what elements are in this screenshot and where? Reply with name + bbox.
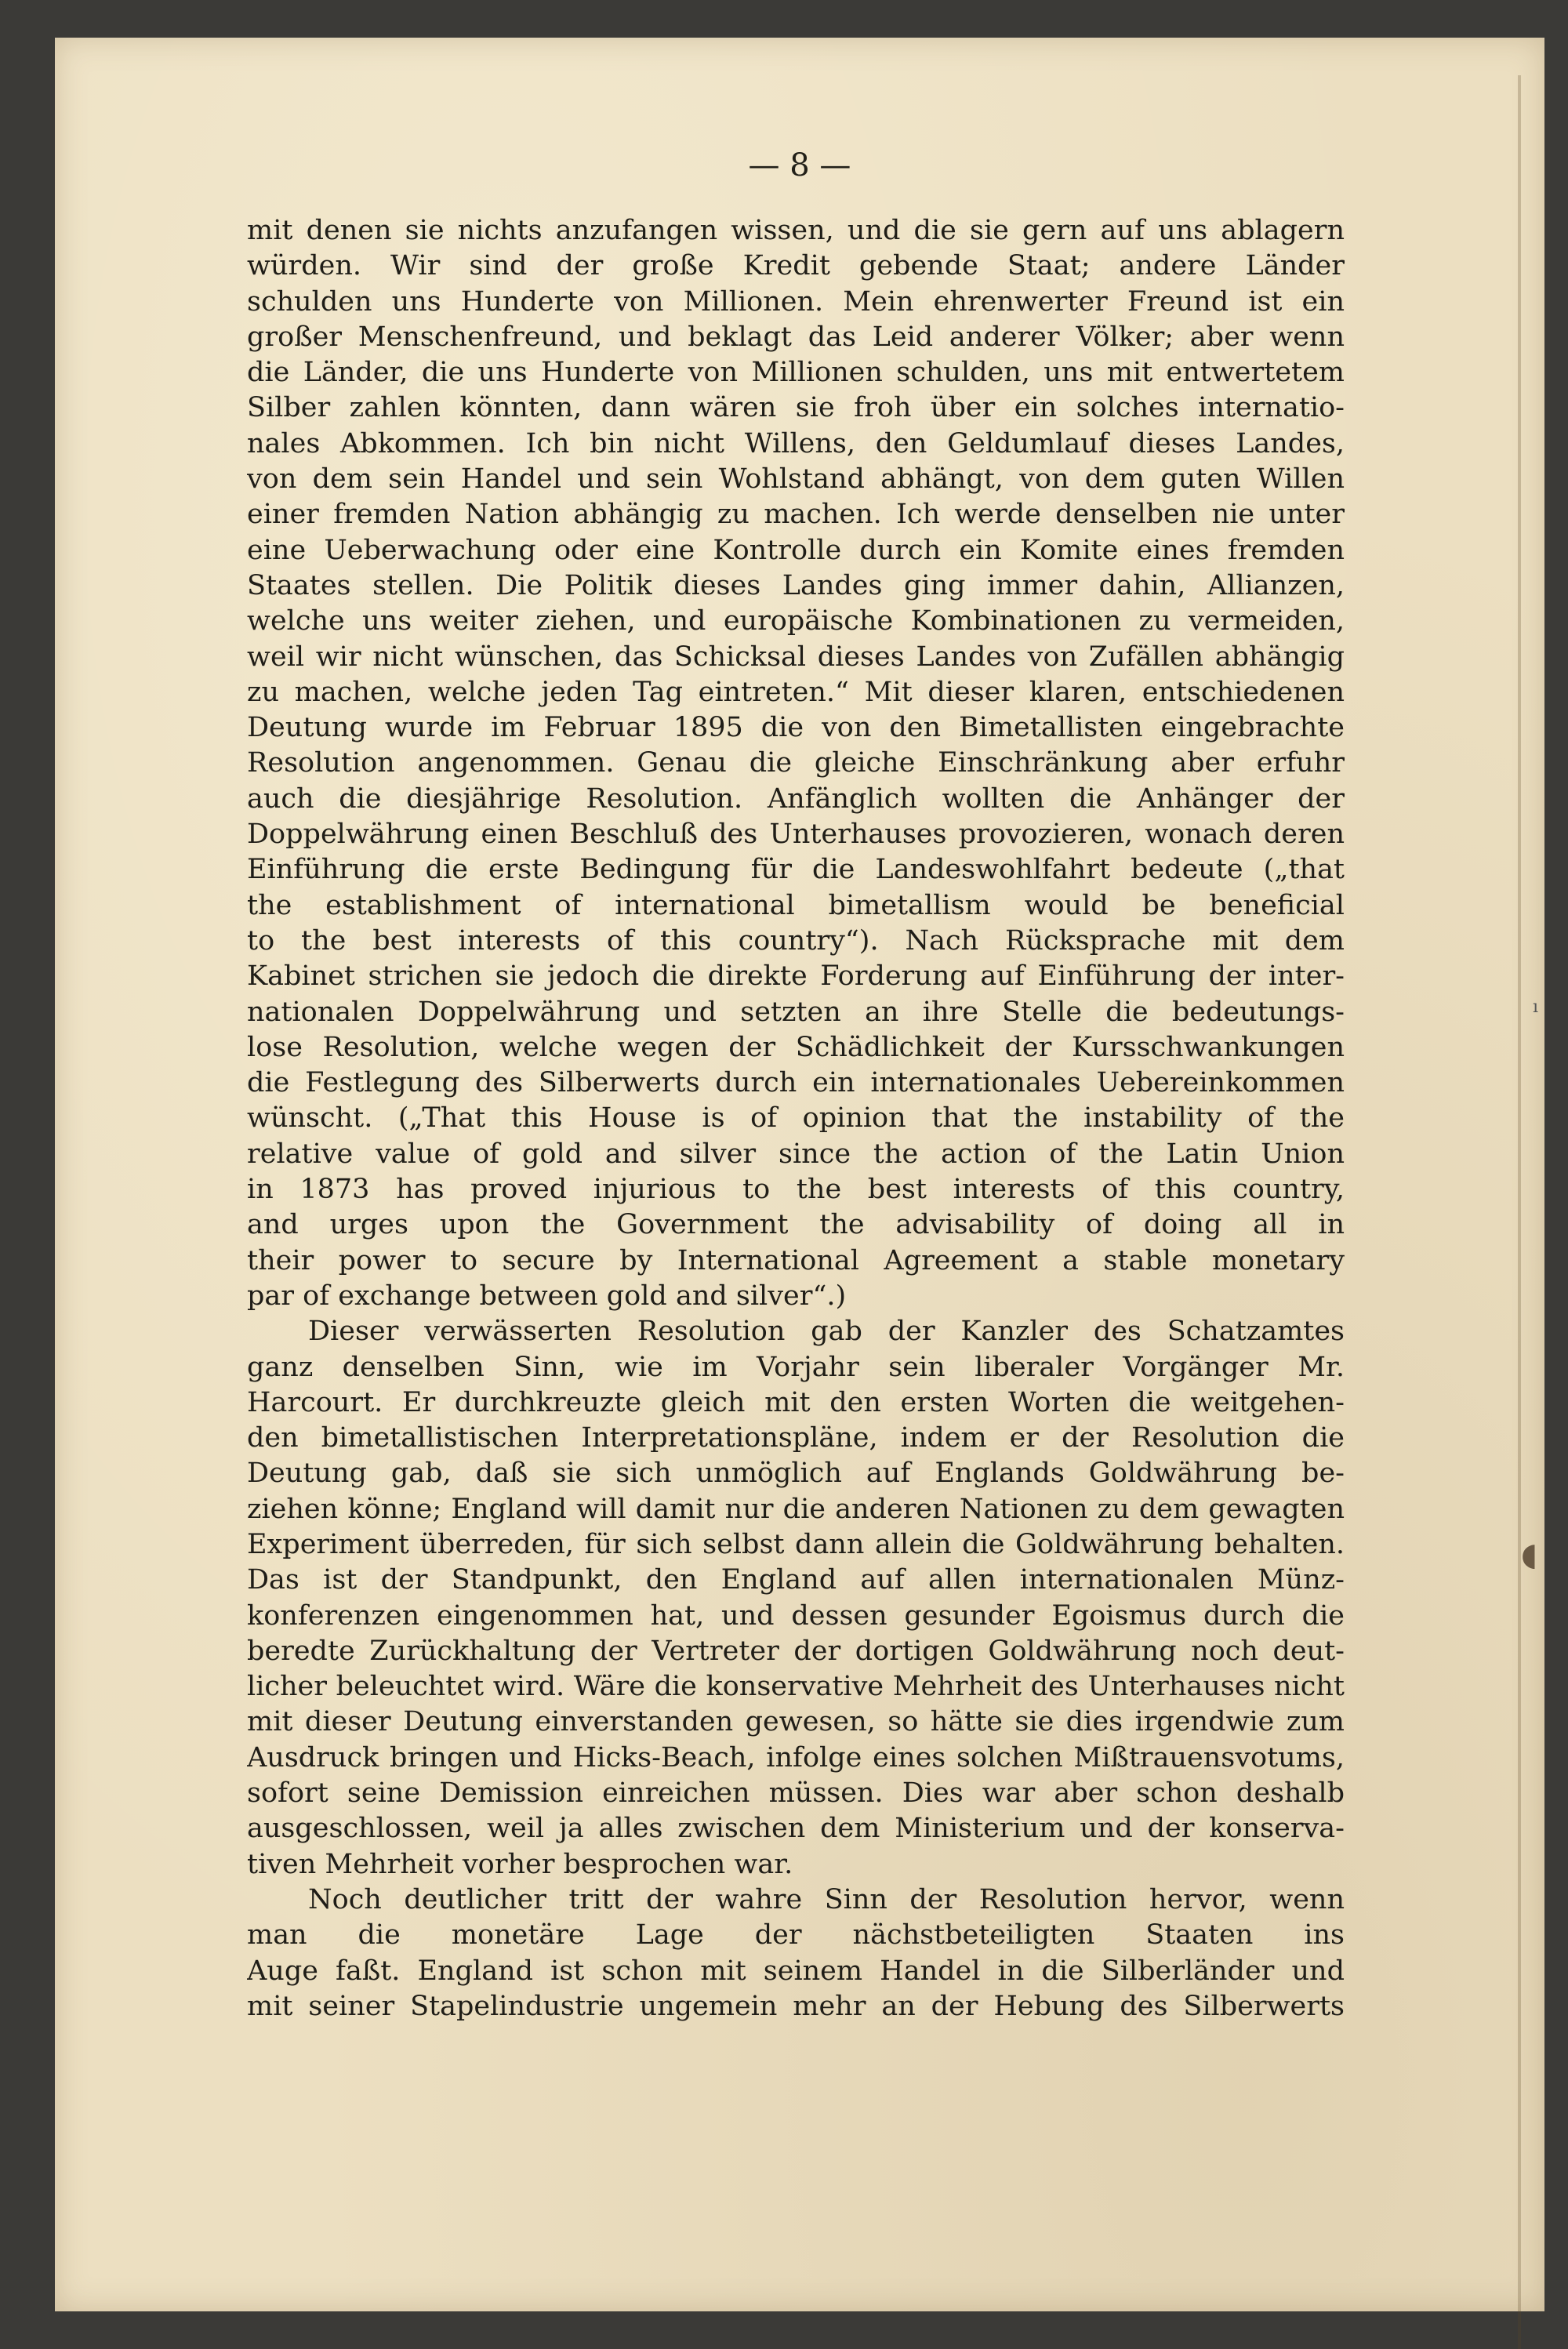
text-line: Experiment überreden, für sich selbst dann allein die Goldwährung behalten. <box>247 1528 1345 1560</box>
text-line: wünscht. („That this House is of opinion that the instability of the <box>247 1102 1345 1135</box>
text-line: mit denen sie nichts anzufangen wissen, und die sie gern auf uns ablagern <box>247 215 1345 246</box>
body-text <box>247 213 1345 2024</box>
text-line: licher beleuchtet wird. Wäre die konservative Mehrheit des Unterhauses nicht <box>247 1671 1345 1703</box>
text-line: the establishment of international bimetallism would be beneficial <box>247 889 1345 921</box>
text-line: weil wir nicht wünschen, das Schicksal dieses Landes von Zufällen abhängig <box>247 641 1345 673</box>
text-line: ausgeschlossen, weil ja alles zwischen dem Ministerium und der konserva- <box>247 1813 1345 1845</box>
text-line: Kabinet strichen sie jedoch die direkte Forderung auf Einführung der inter- <box>247 960 1345 993</box>
text-line: Noch deutlicher tritt der wahre Sinn der Resolution hervor, wenn <box>308 1883 1345 1915</box>
text-line: die Festlegung des Silberwerts durch ein internationales Uebereinkommen <box>247 1067 1345 1099</box>
text-line: beredte Zurückhaltung der Vertreter der dortigen Goldwährung noch deut- <box>247 1635 1345 1667</box>
paragraph <box>247 213 1345 1314</box>
text-line: großer Menschenfreund, und beklagt das Leid anderer Völker; aber wenn <box>247 321 1345 353</box>
text-line: schulden uns Hunderte von Millionen. Mein ehrenwerter Freund ist ein <box>247 285 1345 318</box>
text-line: Das ist der Standpunkt, den England auf allen internationalen Münz- <box>247 1564 1345 1596</box>
text-line: Staates stellen. Die Politik dieses Landes ging immer dahin, Allianzen, <box>247 569 1345 601</box>
text-line: eine Ueberwachung oder eine Kontrolle durch ein Komite eines fremden <box>247 534 1345 566</box>
text-line: par of exchange between gold and silver“.) <box>247 1280 847 1312</box>
text-line: Dieser verwässerten Resolution gab der Kanzler des Schatzamtes <box>308 1316 1345 1348</box>
text-line: einer fremden Nation abhängig zu machen. Ich werde denselben nie unter <box>247 499 1345 531</box>
text-line: lose Resolution, welche wegen der Schädlichkeit der Kursschwankungen <box>247 1031 1345 1063</box>
text-line: Doppelwährung einen Beschluß des Unterhauses provozieren, wonach deren <box>247 819 1345 851</box>
text-line: von dem sein Handel und sein Wohlstand abhängt, von dem guten Willen <box>247 463 1345 496</box>
text-line: die Länder, die uns Hunderte von Millionen schulden, uns mit entwertetem <box>247 357 1345 389</box>
text-line: tiven Mehrheit vorher besprochen war. <box>247 1848 793 1880</box>
text-line: auch die diesjährige Resolution. Anfänglich wollten die Anhänger der <box>247 782 1345 815</box>
text-line: zu machen, welche jeden Tag eintreten.“ Mit dieser klaren, entschiedenen <box>247 676 1345 708</box>
text-line: Deutung wurde im Februar 1895 die von den Bimetallisten eingebrachte <box>247 712 1345 744</box>
page-edge-shadow <box>1518 75 1521 2349</box>
text-line: to the best interests of this country“). Nach Rücksprache mit dem <box>247 924 1345 957</box>
paragraph <box>247 1314 1345 1882</box>
page-number: — 8 — <box>748 147 851 183</box>
text-line: Deutung gab, daß sie sich unmöglich auf Englands Goldwährung be- <box>247 1458 1345 1490</box>
text-line: Auge faßt. England ist schon mit seinem Handel in die Silberländer und <box>247 1955 1345 1987</box>
text-line: konferenzen eingenommen hat, und dessen gesunder Egoismus durch die <box>247 1599 1345 1632</box>
paragraph <box>247 1882 1345 2024</box>
text-line: Ausdruck bringen und Hicks-Beach, infolge eines solchen Mißtrauensvotums, <box>247 1741 1345 1774</box>
text-line: sofort seine Demission einreichen müssen. Dies war aber schon deshalb <box>247 1777 1345 1810</box>
text-line: in 1873 has proved injurious to the best interests of this country, <box>247 1174 1345 1206</box>
text-line: man die monetäre Lage der nächstbeteiligten Staaten ins <box>247 1919 1345 1951</box>
text-line: Silber zahlen könnten, dann wären sie froh über ein solches internatio- <box>247 392 1345 424</box>
text-line: relative value of gold and silver since the action of the Latin Union <box>247 1138 1345 1170</box>
text-line: Einführung die erste Bedingung für die Landeswohlfahrt bedeute („that <box>247 854 1345 886</box>
text-line: mit dieser Deutung einverstanden gewesen, so hätte sie dies irgendwie zum <box>247 1706 1345 1738</box>
margin-ink-spot: ◖ <box>1521 1537 1538 1573</box>
text-line: nales Abkommen. Ich bin nicht Willens, den Geldumlauf dieses Landes, <box>247 427 1345 459</box>
text-line: and urges upon the Government the advisability of doing all in <box>247 1209 1345 1241</box>
text-line: Harcourt. Er durchkreuzte gleich mit den ersten Worten die weitgehen- <box>247 1386 1345 1418</box>
text-line: ganz denselben Sinn, wie im Vorjahr sein liberaler Vorgänger Mr. <box>247 1351 1345 1383</box>
text-line: ziehen könne; England will damit nur die anderen Nationen zu dem gewagten <box>247 1493 1345 1525</box>
text-line: mit seiner Stapelindustrie ungemein mehr an der Hebung des Silberwerts <box>247 1990 1345 2022</box>
text-line: nationalen Doppelwährung und setzten an ihre Stelle die bedeutungs- <box>247 996 1345 1028</box>
text-line: their power to secure by International Agreement a stable monetary <box>247 1244 1345 1276</box>
margin-mark: ı <box>1533 997 1539 1017</box>
text-line: welche uns weiter ziehen, und europäische Kombinationen zu vermeiden, <box>247 605 1345 637</box>
text-line: den bimetallistischen Interpretationspläne, indem er der Resolution die <box>247 1422 1345 1454</box>
text-line: würden. Wir sind der große Kredit gebende Staat; andere Länder <box>247 250 1345 282</box>
text-line: Resolution angenommen. Genau die gleiche Einschränkung aber erfuhr <box>247 747 1345 779</box>
